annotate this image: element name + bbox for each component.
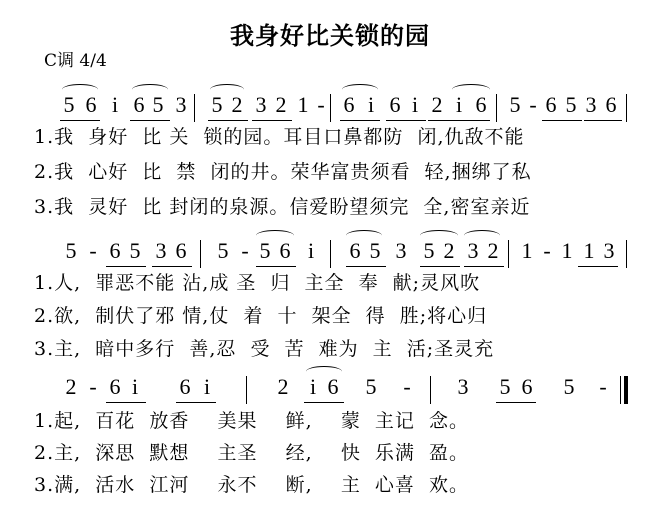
note: 2 [431,92,443,117]
note: 5 [65,238,77,263]
note: 6 [475,92,487,117]
barline [496,94,497,122]
note: 3 [175,92,187,117]
dash: - [403,374,411,399]
lyric-line: 1.我 身好 比 关 锁的园。耳目口鼻都防 闭,仇敌不能 [34,126,525,148]
final-barline-thin [620,376,621,404]
note: 5 [499,374,511,399]
note: i [131,374,139,399]
slur [464,230,500,241]
note: 5 [217,238,229,263]
barline [246,376,247,404]
note: 2 [443,238,455,263]
note: 2 [231,92,243,117]
music-line-3 [0,374,660,408]
note: 2 [487,238,499,263]
note: 3 [395,238,407,263]
note: i [111,92,119,117]
barline [626,240,627,268]
note: i [307,238,315,263]
note: 6 [109,238,121,263]
lyric-line: 3.满, 活水 江河 永不 断, 主 心喜 欢。 [34,474,469,496]
key-signature: C调 4/4 [44,51,107,71]
note: 2 [275,92,287,117]
slur [62,84,98,95]
note: 6 [85,92,97,117]
underline [208,120,248,121]
note: 3 [585,92,597,117]
barline [330,240,331,268]
note: 1 [561,238,573,263]
note: 6 [109,374,121,399]
slur [306,366,342,377]
note: 3 [603,238,615,263]
lyric-line: 2.主, 深思 默想 主圣 经, 快 乐满 盈。 [34,442,469,464]
slur [420,230,458,241]
note: 5 [509,92,521,117]
underline [304,402,344,403]
slur [346,230,382,241]
note: 5 [565,92,577,117]
barline [508,240,509,268]
underline [346,266,386,267]
final-barline-thick [624,376,628,404]
underline [496,402,536,403]
note: i [411,92,419,117]
music-line-2 [0,238,660,272]
note: 6 [175,238,187,263]
note: 5 [63,92,75,117]
underline [542,120,582,121]
underline [584,120,622,121]
barline [330,94,331,122]
note: 5 [369,238,381,263]
underline [464,266,504,267]
slur [452,84,490,95]
note: i [203,374,211,399]
underline [256,266,296,267]
underline [428,120,490,121]
dash: - [317,92,325,117]
underline [386,120,426,121]
note: 5 [211,92,223,117]
note: 5 [129,238,141,263]
lyric-line: 2.欲, 制伏了邪 情,仗 着 十 架全 得 胜;将心归 [34,305,488,327]
underline [152,266,192,267]
note: 1 [297,92,309,117]
note: i [309,374,317,399]
note: 6 [327,374,339,399]
song-title: 我身好比关锁的园 [230,22,430,50]
slur [210,84,244,95]
barline [194,94,195,122]
note: 6 [179,374,191,399]
note: 6 [133,92,145,117]
barline [626,94,627,122]
underline [130,120,170,121]
barline [430,376,431,404]
slur [132,84,168,95]
note: 1 [583,238,595,263]
dash: - [543,238,551,263]
underline [252,120,292,121]
underline [340,120,380,121]
dash: - [241,238,249,263]
barline [200,240,201,268]
lyric-line: 1.人, 罪恶不能 沾,成 圣 归 主全 奉 献;灵风吹 [34,272,481,294]
note: 5 [563,374,575,399]
underline [106,402,146,403]
note: 3 [457,374,469,399]
note: 6 [389,92,401,117]
slur [342,84,378,95]
underline [106,266,146,267]
note: 5 [259,238,271,263]
underline [578,266,618,267]
note: 2 [277,374,289,399]
underline [176,402,216,403]
note: 2 [65,374,77,399]
note: 6 [605,92,617,117]
note: 3 [467,238,479,263]
note: 6 [521,374,533,399]
underline [60,120,100,121]
slur [256,230,294,241]
underline [420,266,460,267]
note: i [367,92,375,117]
note: 5 [152,92,164,117]
music-line-1 [0,92,660,126]
note: 5 [423,238,435,263]
note: 3 [255,92,267,117]
lyric-line: 3.主, 暗中多行 善,忍 受 苦 难为 主 活;圣灵充 [34,338,495,360]
dash: - [599,374,607,399]
note: 1 [521,238,533,263]
note: 6 [279,238,291,263]
lyric-line: 3.我 灵好 比 封闭的泉源。信爱盼望须完 全,密室亲近 [34,196,531,218]
note: 5 [365,374,377,399]
note: i [455,92,463,117]
note: 6 [349,238,361,263]
note: 6 [343,92,355,117]
dash: - [529,92,537,117]
note: 3 [155,238,167,263]
lyric-line: 1.起, 百花 放香 美果 鲜, 蒙 主记 念。 [34,410,469,432]
dash: - [89,374,97,399]
lyric-line: 2.我 心好 比 禁 闭的井。荣华富贵须看 轻,捆绑了私 [34,161,532,183]
dash: - [89,238,97,263]
note: 6 [545,92,557,117]
